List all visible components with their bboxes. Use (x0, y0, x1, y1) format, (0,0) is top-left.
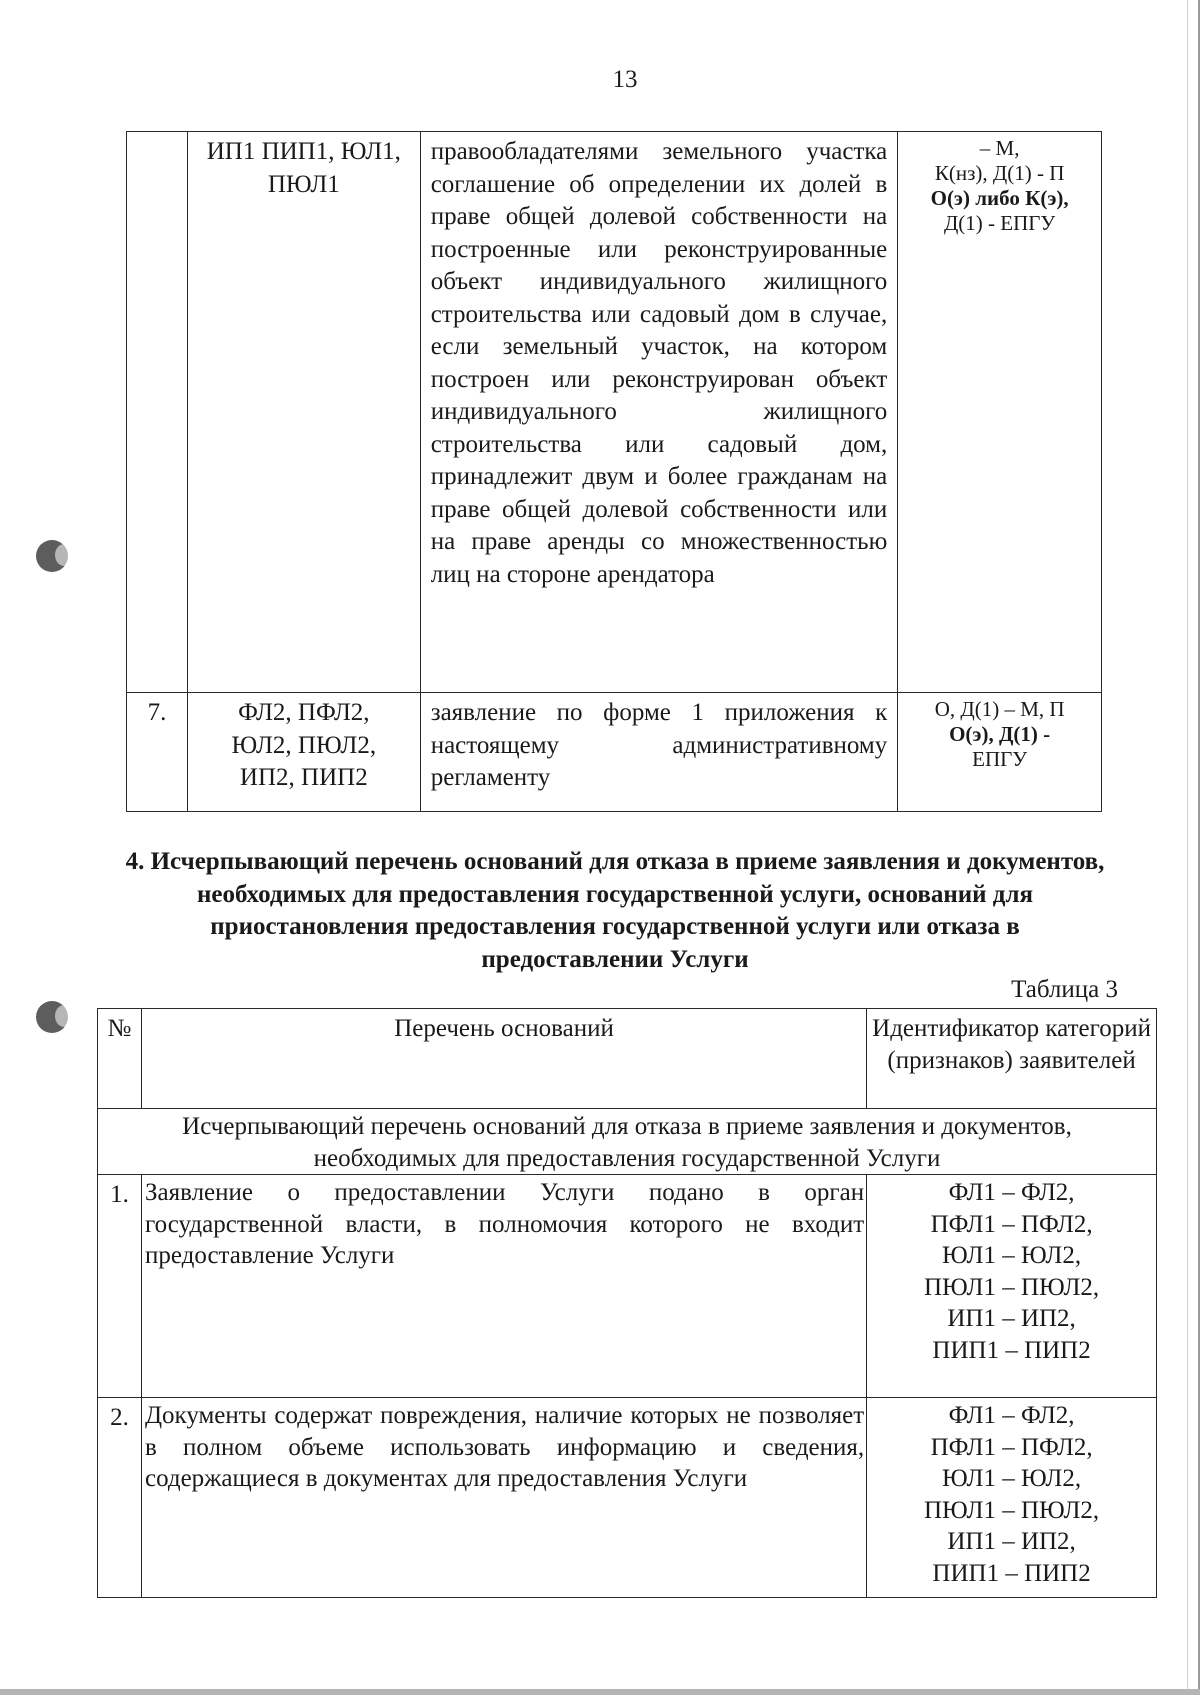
column-header-number: № (98, 1009, 142, 1109)
applicant-identifiers: ФЛ1 – ФЛ2, ПФЛ1 – ПФЛ2, ЮЛ1 – ЮЛ2, ПЮЛ1 – ПЮЛ2, ИП1 – ИП2, ПИП1 – ПИП2 (867, 1398, 1157, 1598)
punch-hole-icon (36, 540, 68, 572)
page-bottom-edge (0, 1689, 1200, 1695)
documents-table-continued (126, 131, 1102, 812)
table-row (127, 693, 1102, 812)
table-subheader-row (98, 1109, 1157, 1175)
applicant-categories: ИП1 ПИП1, ЮЛ1, ПЮЛ1 (187, 132, 420, 693)
page-number: 13 (612, 66, 638, 93)
table-row (98, 1398, 1157, 1598)
page-edge-shadow (1187, 0, 1188, 1695)
column-header-identifier: Идентификатор категорий (признаков) заявителей (867, 1009, 1157, 1109)
table-caption: Таблица 3 (1011, 976, 1118, 1003)
column-header-reasons: Перечень оснований (141, 1009, 866, 1109)
refusal-reason: Документы содержат повреждения, наличие которых не позволяет в полном объеме использовать информацию и сведения, содержащиеся в документах для предоставления Услуги (141, 1398, 866, 1598)
applicant-categories: ФЛ2, ПФЛ2, ЮЛ2, ПЮЛ2, ИП2, ПИП2 (187, 693, 420, 812)
document-description: заявление по форме 1 приложения к настоящему административному регламенту (420, 693, 898, 812)
punch-hole-icon (36, 1001, 68, 1033)
table-row (127, 132, 1102, 693)
row-number: 7. (127, 693, 188, 812)
refusal-reason: Заявление о предоставлении Услуги подано в орган государственной власти, в полномочия которого не входит предоставление Услуги (141, 1175, 866, 1398)
row-number: 2. (98, 1398, 142, 1598)
document-description: правообладателями земельного участка соглашение об определении их долей в праве общей долевой собственности на построенные или реконструированные объект индивидуального жилищного строительства или садовый дом в случае, если земельный участок, на котором построен или реконструирован объект индивидуального жилищного строительства или садовый дом, принадлежит двум и более гражданам на праве общей долевой собственности или на праве аренды со множественностью лиц на стороне арендатора (420, 132, 898, 693)
submission-form: – М, К(нз), Д(1) - П О(э) либо К(э), Д(1) - ЕПГУ (898, 132, 1102, 693)
table-header-row (98, 1009, 1157, 1109)
table-row (98, 1175, 1157, 1398)
row-number (127, 132, 188, 693)
row-number: 1. (98, 1175, 142, 1398)
table-subheader: Исчерпывающий перечень оснований для отказа в приеме заявления и документов, необходимых для предоставления государственной Услуги (98, 1109, 1157, 1175)
submission-form: О, Д(1) – М, П О(э), Д(1) - ЕПГУ (898, 693, 1102, 812)
section-heading: 4. Исчерпывающий перечень оснований для отказа в приеме заявления и документов, необходимых для предоставления государственной услуги, оснований для приостановления предоставления государственной услуги или отказа в предоставлении Услуги (125, 848, 1105, 973)
applicant-identifiers: ФЛ1 – ФЛ2, ПФЛ1 – ПФЛ2, ЮЛ1 – ЮЛ2, ПЮЛ1 – ПЮЛ2, ИП1 – ИП2, ПИП1 – ПИП2 (867, 1175, 1157, 1398)
refusal-grounds-table (97, 1008, 1157, 1598)
